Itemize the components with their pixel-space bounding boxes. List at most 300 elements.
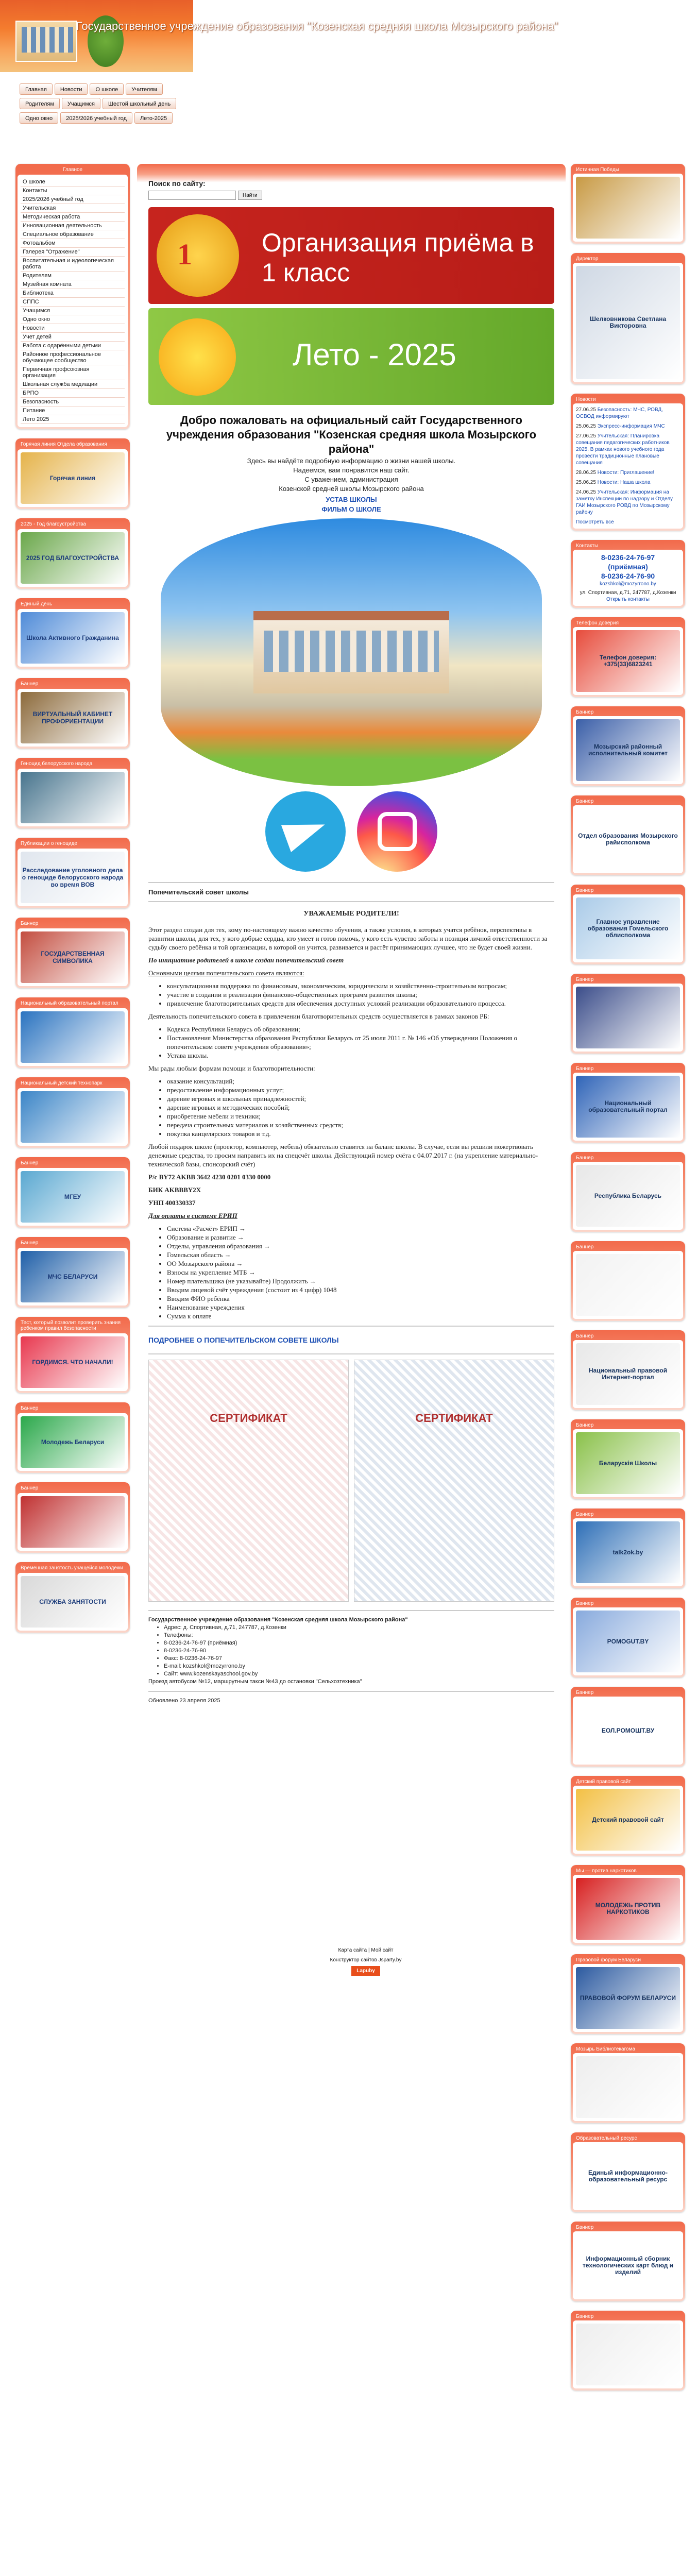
list-item: • дарение игровых и школьных принадлежностей; [167, 1094, 554, 1103]
right-box [571, 394, 685, 531]
banner-image[interactable] [576, 1611, 680, 1672]
box-caption: Баннер [576, 1512, 594, 1517]
telegram-icon[interactable] [265, 791, 346, 872]
box-body [573, 550, 683, 606]
banner-image[interactable] [21, 452, 125, 504]
right-box [571, 1954, 685, 2034]
right-box [571, 885, 685, 964]
banner-text: Беларускія Школы [599, 1459, 657, 1467]
search-form [148, 191, 554, 200]
menu-item[interactable]: Учительская [21, 204, 125, 213]
banner-image[interactable] [21, 1576, 125, 1628]
first-grade-banner[interactable] [148, 207, 554, 304]
box-body [573, 1073, 683, 1141]
menu-item[interactable]: Районное профессиональное обучающее сообщество [21, 350, 125, 365]
right-sidebar [571, 164, 685, 2400]
footer-links[interactable]: Карта сайта | Мой сайт [338, 1947, 394, 1953]
left-banner-box [15, 438, 130, 509]
list-item: • Устава школы. [167, 1051, 554, 1060]
list-item: • ОО Мозырского района → [167, 1259, 554, 1268]
footer-builder: Конструктор сайтов Jsparty.by [330, 1957, 402, 1963]
divider [148, 1691, 554, 1692]
welcome-block [148, 413, 554, 513]
banner-image[interactable] [21, 852, 125, 903]
left-banner-box [15, 1237, 130, 1308]
box-caption: Баннер [576, 799, 594, 804]
box-body [573, 1518, 683, 1586]
banner-text: Главное управление образования Гомельского облисполкома [587, 918, 669, 939]
menu-item[interactable]: СППС [21, 298, 125, 307]
box-body [573, 403, 683, 529]
banner-body[interactable] [18, 1168, 128, 1226]
banner-image[interactable] [576, 1521, 680, 1583]
search-label: Поиск по сайту: [148, 179, 206, 188]
right-box [571, 1598, 685, 1677]
banner-image[interactable] [21, 1011, 125, 1063]
news-item [576, 423, 680, 430]
instagram-icon[interactable] [357, 791, 437, 872]
welcome-line: Козенской средней школы Мозырского района [279, 485, 424, 493]
news-item [576, 406, 680, 420]
right-box [571, 1687, 685, 1767]
banner-text: Единый информационно-образовательный ресурс [588, 2169, 668, 2183]
certificate-image[interactable]: СЕРТИФИКАТ [354, 1360, 554, 1602]
menu-item[interactable]: Школьная служба медиации [21, 380, 125, 389]
menu-item[interactable]: Методическая работа [21, 213, 125, 222]
banner-image[interactable] [576, 1076, 680, 1138]
tasks-list [167, 981, 554, 1008]
banner-caption: Баннер [21, 681, 39, 687]
laws-list [167, 1025, 554, 1060]
banner-image[interactable] [21, 1251, 125, 1302]
council-tasks-title: Основными целями попечительского совета являются: [148, 969, 304, 977]
banner-image[interactable] [576, 1432, 680, 1494]
news-item [576, 469, 680, 476]
list-item: • Сайт: www.kozenskayaschool.gov.by [164, 1670, 554, 1678]
council-title: Попечительский совет школы [148, 888, 249, 896]
banner-text: Расследование уголовного дела о геноциде белорусского народа во время ВОВ [22, 867, 124, 888]
news-link[interactable]: Учительская: Планировка совещания педагогических работников 2025. В рамках нового учебного года провести традиционные плановые совещания [576, 433, 670, 466]
banner-body[interactable] [18, 769, 128, 826]
box-caption: Мозырь Библиотекагома [576, 2046, 636, 2052]
right-box [571, 1241, 685, 1321]
list-item: • приобретение мебели и техники; [167, 1112, 554, 1121]
banner-image[interactable] [576, 1254, 680, 1316]
banner-text: МГЕУ [64, 1193, 81, 1200]
menu-item[interactable]: Первичная профсоюзная организация [21, 365, 125, 380]
top-nav-item[interactable]: Родителям [20, 98, 60, 109]
box-body [573, 2320, 683, 2388]
top-nav-item[interactable]: Новости [55, 83, 88, 95]
banner-image[interactable] [576, 719, 680, 781]
banner-image[interactable] [576, 1878, 680, 1940]
menu-item[interactable]: Контакты [21, 187, 125, 195]
banner-body[interactable] [18, 849, 128, 906]
help-list [167, 1077, 554, 1138]
list-item: • дарение игровых и методических пособий; [167, 1103, 554, 1112]
right-box [571, 253, 685, 384]
top-nav-item[interactable]: Главная [20, 83, 53, 95]
menu-item[interactable]: Учет детей [21, 333, 125, 342]
menu-item[interactable]: Воспитательная и идеологическая работа [21, 257, 125, 272]
right-box [571, 1330, 685, 1410]
banner-text: Горячая линия [49, 474, 96, 482]
banner-caption: Баннер [21, 921, 39, 926]
banner-text: Отдел образования Мозырского райисполкома [578, 832, 678, 846]
council-greeting: УВАЖАЕМЫЕ РОДИТЕЛИ! [303, 910, 399, 918]
banner-image[interactable] [576, 1967, 680, 2029]
banner-body[interactable] [18, 1008, 128, 1066]
council-more-link[interactable]: ПОДРОБНЕЕ О ПОПЕЧИТЕЛЬСКОМ СОВЕТЕ ШКОЛЫ [148, 1336, 339, 1344]
banner-image[interactable] [576, 987, 680, 1048]
left-banner-box [15, 1402, 130, 1473]
banner-text: ВИРТУАЛЬНЫЙ КАБИНЕТ ПРОФОРИЕНТАЦИИ [32, 710, 113, 725]
donation-text: Любой подарок школе (проектор, компьютер, мебель) обязательно ставится на баланс школы. В случае, если вы решили пожертвовать денежные средства, то просим направить их на спецсчёт школы. Действующий номер счёта с 04.07.2017 г. (на укрепление материально-технической базы, спонсорский счёт) [148, 1143, 538, 1168]
left-banner-box [15, 758, 130, 828]
news-date: 28.06.25 [576, 470, 596, 476]
divider [148, 1610, 554, 1611]
list-item: • Вводим лицевой счёт учреждения (состоит из 4 цифр) 1048 [167, 1285, 554, 1294]
list-item: • Отделы, управления образования → [167, 1242, 554, 1250]
banner-image[interactable] [21, 772, 125, 823]
right-box [571, 1865, 685, 1945]
divider [148, 1326, 554, 1327]
banner-body[interactable] [18, 689, 128, 747]
banner-image[interactable] [576, 1343, 680, 1405]
box-body [573, 1340, 683, 1408]
welcome-heading: Добро пожаловать на официальный сайт Государственного учреждения образования "Козенская средняя школа Мозырского района" [166, 414, 537, 455]
box-caption: Баннер [576, 888, 594, 893]
banner-text: ГОСУДАРСТВЕННАЯ СИМВОЛИКА [41, 950, 105, 964]
box-body [573, 894, 683, 962]
box-caption: Директор [576, 256, 599, 262]
banner-image[interactable] [21, 612, 125, 664]
certificate-image[interactable]: СЕРТИФИКАТ [148, 1360, 349, 1602]
banner-text: ГОРДИМСЯ. ЧТО НАЧАЛИ! [32, 1359, 113, 1366]
news-date: 27.06.25 [576, 433, 596, 439]
box-caption: Мы — против наркотиков [576, 1868, 637, 1874]
banner-image[interactable] [576, 2145, 680, 2207]
list-item: • Система «Расчёт» ЕРИП → [167, 1224, 554, 1233]
charter-link[interactable]: УСТАВ ШКОЛЫ [326, 496, 377, 503]
address-title: Государственное учреждение образования "Козенская средняя школа Мозырского района" [148, 1617, 408, 1623]
top-nav-item[interactable]: 2025/2026 учебный год [60, 112, 132, 124]
menu-caption: Главное [62, 167, 83, 173]
right-box [571, 1776, 685, 1856]
right-box [571, 617, 685, 697]
left-banner-box [15, 838, 130, 908]
banner-image[interactable] [21, 532, 125, 584]
top-nav-item[interactable]: Лето-2025 [134, 112, 173, 124]
box-body [573, 1964, 683, 2032]
summer-banner-text: Лето - 2025 [293, 337, 456, 372]
list-item: • Факс: 8-0236-24-76-97 [164, 1655, 554, 1663]
news-item [576, 489, 680, 516]
list-item: • Адрес: д. Спортивная, д.71, 247787, д.Козенки [164, 1624, 554, 1632]
box-body [573, 716, 683, 784]
right-box [571, 540, 685, 608]
top-nav-item[interactable]: Одно окно [20, 112, 58, 124]
welcome-line: С уважением, администрация [304, 476, 398, 483]
route-text: Проезд автобусом №12, маршрутным такси №43 до остановки "Сельхозтехника" [148, 1679, 362, 1685]
footer [288, 1947, 443, 1976]
banner-image[interactable] [21, 1171, 125, 1223]
right-box [571, 2132, 685, 2212]
left-banner-box [15, 1317, 130, 1393]
box-body [573, 2142, 683, 2210]
news-link[interactable]: Экспресс-информация МЧС [597, 423, 665, 429]
phone-number: 8-0236-24-76-97 [601, 553, 655, 562]
banner-image[interactable] [21, 1496, 125, 1548]
banner-text: POMOGUT.BY [607, 1637, 649, 1645]
banner-image[interactable] [21, 1416, 125, 1468]
menu-item[interactable]: Галерея "Отражение" [21, 248, 125, 257]
address: ул. Спортивная, д.71, 247787, д.Козенки [580, 590, 676, 596]
bank-unp: УНП 400330337 [148, 1199, 196, 1207]
banner-image[interactable] [21, 692, 125, 743]
menu-item[interactable]: Новости [21, 324, 125, 333]
box-body [573, 2231, 683, 2299]
banner-image[interactable] [576, 1789, 680, 1851]
school-building [253, 611, 449, 693]
banner-body[interactable] [18, 529, 128, 587]
summer-banner[interactable] [148, 308, 554, 405]
banner-image[interactable] [576, 177, 680, 239]
box-body [573, 2053, 683, 2121]
list-item: • консультационная поддержка по финансовым, экономическим, юридическим и хозяйственно-строительным вопросам; [167, 981, 554, 990]
box-body [573, 1875, 683, 1943]
news-link[interactable]: Безопасность: МЧС, РОВД, ОСВОД информируют [576, 407, 663, 419]
right-box [571, 1419, 685, 1499]
banner-body[interactable] [18, 449, 128, 507]
left-banner-box [15, 1157, 130, 1228]
banner-caption: Баннер [21, 1160, 39, 1166]
list-item: • Кодекса Республики Беларусь об образовании; [167, 1025, 554, 1033]
bank-account: Р/с BY72 AKBB 3642 4230 0201 0330 0000 [148, 1173, 271, 1181]
banner-body[interactable] [18, 1493, 128, 1551]
box-body [573, 1251, 683, 1319]
left-banner-box [15, 918, 130, 988]
box-caption: Телефон доверия [576, 620, 619, 626]
box-caption: Баннер [576, 1333, 594, 1339]
menu-item[interactable]: Безопасность [21, 398, 125, 406]
banner-text: 2025 ГОД БЛАГОУСТРОЙСТВА [26, 554, 120, 562]
left-banner-box [15, 997, 130, 1068]
list-item: • предоставление информационных услуг; [167, 1086, 554, 1094]
right-box [571, 1063, 685, 1143]
box-caption: Детский правовой сайт [576, 1779, 631, 1785]
banner-text: Детский правовой сайт [592, 1816, 664, 1823]
box-body [573, 1162, 683, 1230]
film-link[interactable]: ФИЛЬМ О ШКОЛЕ [321, 505, 381, 513]
banner-body[interactable] [18, 1413, 128, 1471]
banner-image[interactable] [576, 808, 680, 870]
list-item: • Вводим ФИО ребёнка [167, 1294, 554, 1303]
right-box [571, 1509, 685, 1588]
left-banner-box [15, 598, 130, 669]
banner-body[interactable] [18, 1088, 128, 1146]
main-menu-box [15, 164, 130, 429]
list-item: • Постановления Министерства образования Республики Беларусь от 25 июля 2011 г. № 146 «Об утверждении Положения о попечительском совете учреждения образования»; [167, 1033, 554, 1051]
banner-text: Школа Активного Гражданина [26, 634, 119, 641]
all-news-link[interactable]: Посмотреть все [576, 519, 614, 525]
top-nav-item[interactable]: О школе [90, 83, 124, 95]
box-caption: Баннер [576, 977, 594, 982]
divider [148, 882, 554, 883]
box-caption: Баннер [576, 1155, 594, 1161]
list-item: • Номер плательщика (не указывайте) Продолжить → [167, 1277, 554, 1285]
menu-item[interactable]: Питание [21, 406, 125, 415]
banner-image[interactable] [576, 2056, 680, 2118]
news-date: 24.06.25 [576, 489, 596, 495]
list-item: • Телефоны: [164, 1632, 554, 1639]
box-caption: Баннер [576, 709, 594, 715]
menu-item[interactable]: Работа с одарёнными детьми [21, 342, 125, 350]
main-menu [18, 175, 128, 427]
banner-body[interactable] [18, 609, 128, 667]
box-caption: Баннер [576, 1601, 594, 1606]
right-box [571, 1152, 685, 1232]
council-heading: По инициативе родителей в школе создан попечительский совет [148, 956, 344, 964]
banner-text: МОЛОДЕЖЬ ПРОТИВ НАРКОТИКОВ [595, 1902, 661, 1916]
banner-image[interactable] [576, 1165, 680, 1227]
welcome-line: Надеемся, вам понравится наш сайт. [293, 466, 410, 474]
menu-item[interactable]: Библиотека [21, 289, 125, 298]
banner-body[interactable] [18, 1248, 128, 1306]
box-caption: Баннер [576, 1244, 594, 1250]
banner-image[interactable] [21, 1336, 125, 1388]
footer-brand[interactable]: Lapuby [351, 1966, 380, 1976]
banner-caption: Баннер [21, 1485, 39, 1491]
menu-item[interactable]: БРПО [21, 389, 125, 398]
news-date: 25.06.25 [576, 480, 596, 485]
menu-item[interactable]: Учащимся [21, 307, 125, 315]
list-item: • участие в создании и реализации финансово-общественных программ развития школы; [167, 990, 554, 999]
list-item: • 8-0236-24-76-90 [164, 1647, 554, 1655]
banner-image[interactable] [576, 2324, 680, 2385]
banner-text: Национальный образовательный портал [588, 1099, 668, 1113]
box-caption: Баннер [576, 2314, 594, 2319]
search-button[interactable]: Найти [238, 191, 262, 200]
banner-text: МЧС БЕЛАРУСИ [47, 1273, 98, 1280]
left-banner-box [15, 1562, 130, 1633]
list-item: • передача строительных материалов и хозяйственных средств; [167, 1121, 554, 1129]
banner-body[interactable] [18, 1573, 128, 1631]
sun-icon [159, 318, 236, 396]
top-nav-item[interactable]: Учителям [126, 83, 162, 95]
list-item: • Наименование учреждения [167, 1303, 554, 1312]
banner-caption: Временная занятость учащейся молодежи [21, 1565, 124, 1571]
divider [148, 1353, 554, 1354]
banner-text: Молодежь Беларуси [41, 1438, 105, 1446]
right-box [571, 2311, 685, 2391]
menu-item[interactable]: Инновационная деятельность [21, 222, 125, 230]
banner-caption: Единый день [21, 601, 53, 607]
box-caption: Истинная Победы [576, 167, 619, 173]
menu-item[interactable]: Родителям [21, 272, 125, 280]
list-item: • покупка канцелярских товаров и т.д. [167, 1129, 554, 1138]
menu-item[interactable]: Лето 2025 [21, 415, 125, 424]
box-body [573, 984, 683, 1052]
right-box [571, 2222, 685, 2301]
left-sidebar [15, 164, 130, 1642]
box-body [573, 263, 683, 382]
list-item: • E-mail: kozshkol@mozyrrono.by [164, 1663, 554, 1670]
banner-caption: Баннер [21, 1405, 39, 1411]
news-link[interactable]: Новости: Приглашение! [597, 470, 655, 476]
list-item: • оказание консультаций; [167, 1077, 554, 1086]
list-item: • Взносы на укрепление МТБ → [167, 1268, 554, 1277]
banner-text: Национальный правовой Интернет-портал [588, 1367, 668, 1381]
right-box [571, 706, 685, 786]
search-input[interactable] [148, 191, 236, 200]
box-caption: Новости [576, 397, 596, 402]
help-intro: Мы рады любым формам помощи и благотворительности: [148, 1064, 315, 1072]
menu-item[interactable]: Музейная комната [21, 280, 125, 289]
site-header [0, 0, 698, 72]
banner-image[interactable] [576, 630, 680, 692]
box-caption: Баннер [576, 1422, 594, 1428]
list-item: • Сумма к оплате [167, 1312, 554, 1320]
banner-image[interactable] [576, 2234, 680, 2296]
menu-item[interactable]: Специальное образование [21, 230, 125, 239]
address-block [148, 1616, 554, 1705]
banner-image[interactable] [576, 1700, 680, 1761]
right-box [571, 974, 685, 1054]
address-list [164, 1624, 554, 1678]
social-links [148, 791, 554, 872]
main-content [137, 164, 566, 1715]
banner-text: Мозырский районный исполнительный комитет [588, 743, 668, 757]
email[interactable]: kozshkol@mozyrrono.by [600, 581, 656, 587]
left-banner-box [15, 1482, 130, 1553]
menu-item[interactable]: Одно окно [21, 315, 125, 324]
menu-item[interactable]: Фотоальбом [21, 239, 125, 248]
phone-number: 8-0236-24-76-90 [601, 572, 655, 580]
council-section [148, 909, 554, 1320]
box-body [573, 627, 683, 695]
top-nav-item[interactable]: Шестой школьный день [103, 98, 176, 109]
header-photo [0, 0, 193, 72]
box-caption: Баннер [576, 2225, 594, 2230]
banner-image[interactable] [576, 897, 680, 959]
banner-image[interactable] [21, 1091, 125, 1143]
top-nav-item[interactable]: Учащимся [62, 98, 100, 109]
site-title: Государственное учреждение образования "Козенская средняя школа Мозырского района" [76, 20, 558, 32]
banner-text: СЛУЖБА ЗАНЯТОСТИ [39, 1598, 106, 1605]
menu-item[interactable]: 2025/2026 учебный год [21, 195, 125, 204]
news-link[interactable]: Новости: Наша школа [597, 480, 651, 485]
menu-item[interactable]: О школе [21, 178, 125, 187]
banner-body[interactable] [18, 1333, 128, 1391]
banner-image[interactable] [21, 931, 125, 983]
welcome-line: Здесь вы найдёте подробную информацию о жизни нашей школы. [247, 457, 456, 465]
contacts-link[interactable]: Открыть контакты [606, 597, 650, 602]
banner-text: talk2ok.by [612, 1548, 643, 1556]
school-building-image [15, 21, 77, 62]
banner-body[interactable] [18, 928, 128, 986]
updated-text: Обновлено 23 апреля 2025 [148, 1698, 220, 1704]
box-caption: Правовой форум Беларуси [576, 1957, 641, 1963]
banner-text: Информационный сборник технологических карт блюд и изделий [582, 2255, 674, 2276]
banner-image[interactable] [576, 266, 680, 379]
first-grade-banner-text: Организация приёма в 1 класс [262, 228, 534, 287]
news-link[interactable]: Учительская: Информация на заметку Инспекции по надзору и Отделу ГАИ Мозырского РОВД по Мозырскому району [576, 489, 673, 515]
banner-caption: Баннер [21, 1240, 39, 1246]
box-body [573, 805, 683, 873]
banner-caption: Национальный детский технопарк [21, 1080, 103, 1086]
left-banner-box [15, 1077, 130, 1148]
